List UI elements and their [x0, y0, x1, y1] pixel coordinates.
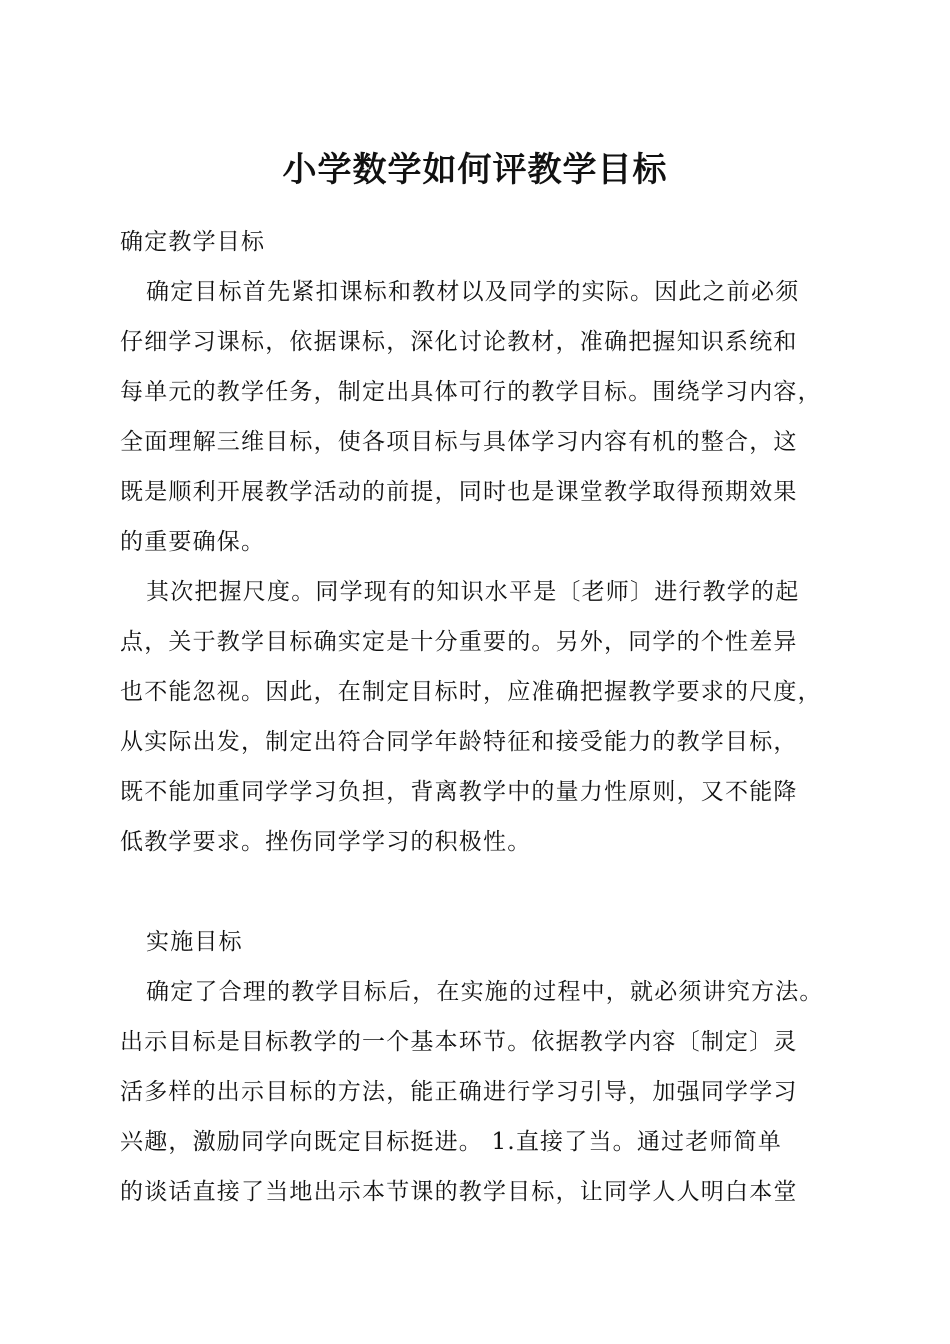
paragraph-line: 的谈话直接了当地出示本节课的教学目标，让同学人人明白本堂: [120, 1179, 798, 1205]
paragraph-line: 其次把握尺度。同学现有的知识水平是〔老师〕进行教学的起: [146, 579, 800, 605]
paragraph-line: 确定目标首先紧扣课标和教材以及同学的实际。因此之前必须: [146, 279, 800, 305]
paragraph-line: 点，关于教学目标确实定是十分重要的。另外，同学的个性差异: [120, 629, 798, 655]
paragraph-line: 出示目标是目标教学的一个基本环节。依据教学内容〔制定〕灵: [120, 1029, 798, 1055]
section-heading-implement-goals: 实施目标: [146, 929, 243, 955]
paragraph-line: 低教学要求。挫伤同学学习的积极性。: [120, 829, 532, 855]
paragraph-line: 既是顺利开展教学活动的前提，同时也是课堂教学取得预期效果: [120, 479, 798, 505]
paragraph-line: 活多样的出示目标的方法，能正确进行学习引导，加强同学学习: [120, 1079, 798, 1105]
section-heading-determine-goals: 确定教学目标: [120, 229, 266, 255]
document-title: 小学数学如何评教学目标: [282, 150, 668, 190]
paragraph-line: 每单元的教学任务，制定出具体可行的教学目标。围绕学习内容，: [120, 379, 822, 405]
paragraph-line: 兴趣，激励同学向既定目标挺进。 1.直接了当。通过老师简单: [120, 1129, 783, 1155]
paragraph-line: 仔细学习课标，依据课标，深化讨论教材，准确把握知识系统和: [120, 329, 798, 355]
paragraph-line: 也不能忽视。因此，在制定目标时，应准确把握教学要求的尺度，: [120, 679, 822, 705]
paragraph-line: 的重要确保。: [120, 529, 266, 555]
paragraph-line: 既不能加重同学学习负担，背离教学中的量力性原则，又不能降: [120, 779, 798, 805]
paragraph-line: 全面理解三维目标，使各项目标与具体学习内容有机的整合，这: [120, 429, 798, 455]
paragraph-line: 确定了合理的教学目标后，在实施的过程中，就必须讲究方法。: [146, 979, 824, 1005]
paragraph-line: 从实际出发，制定出符合同学年龄特征和接受能力的教学目标，: [120, 729, 798, 755]
